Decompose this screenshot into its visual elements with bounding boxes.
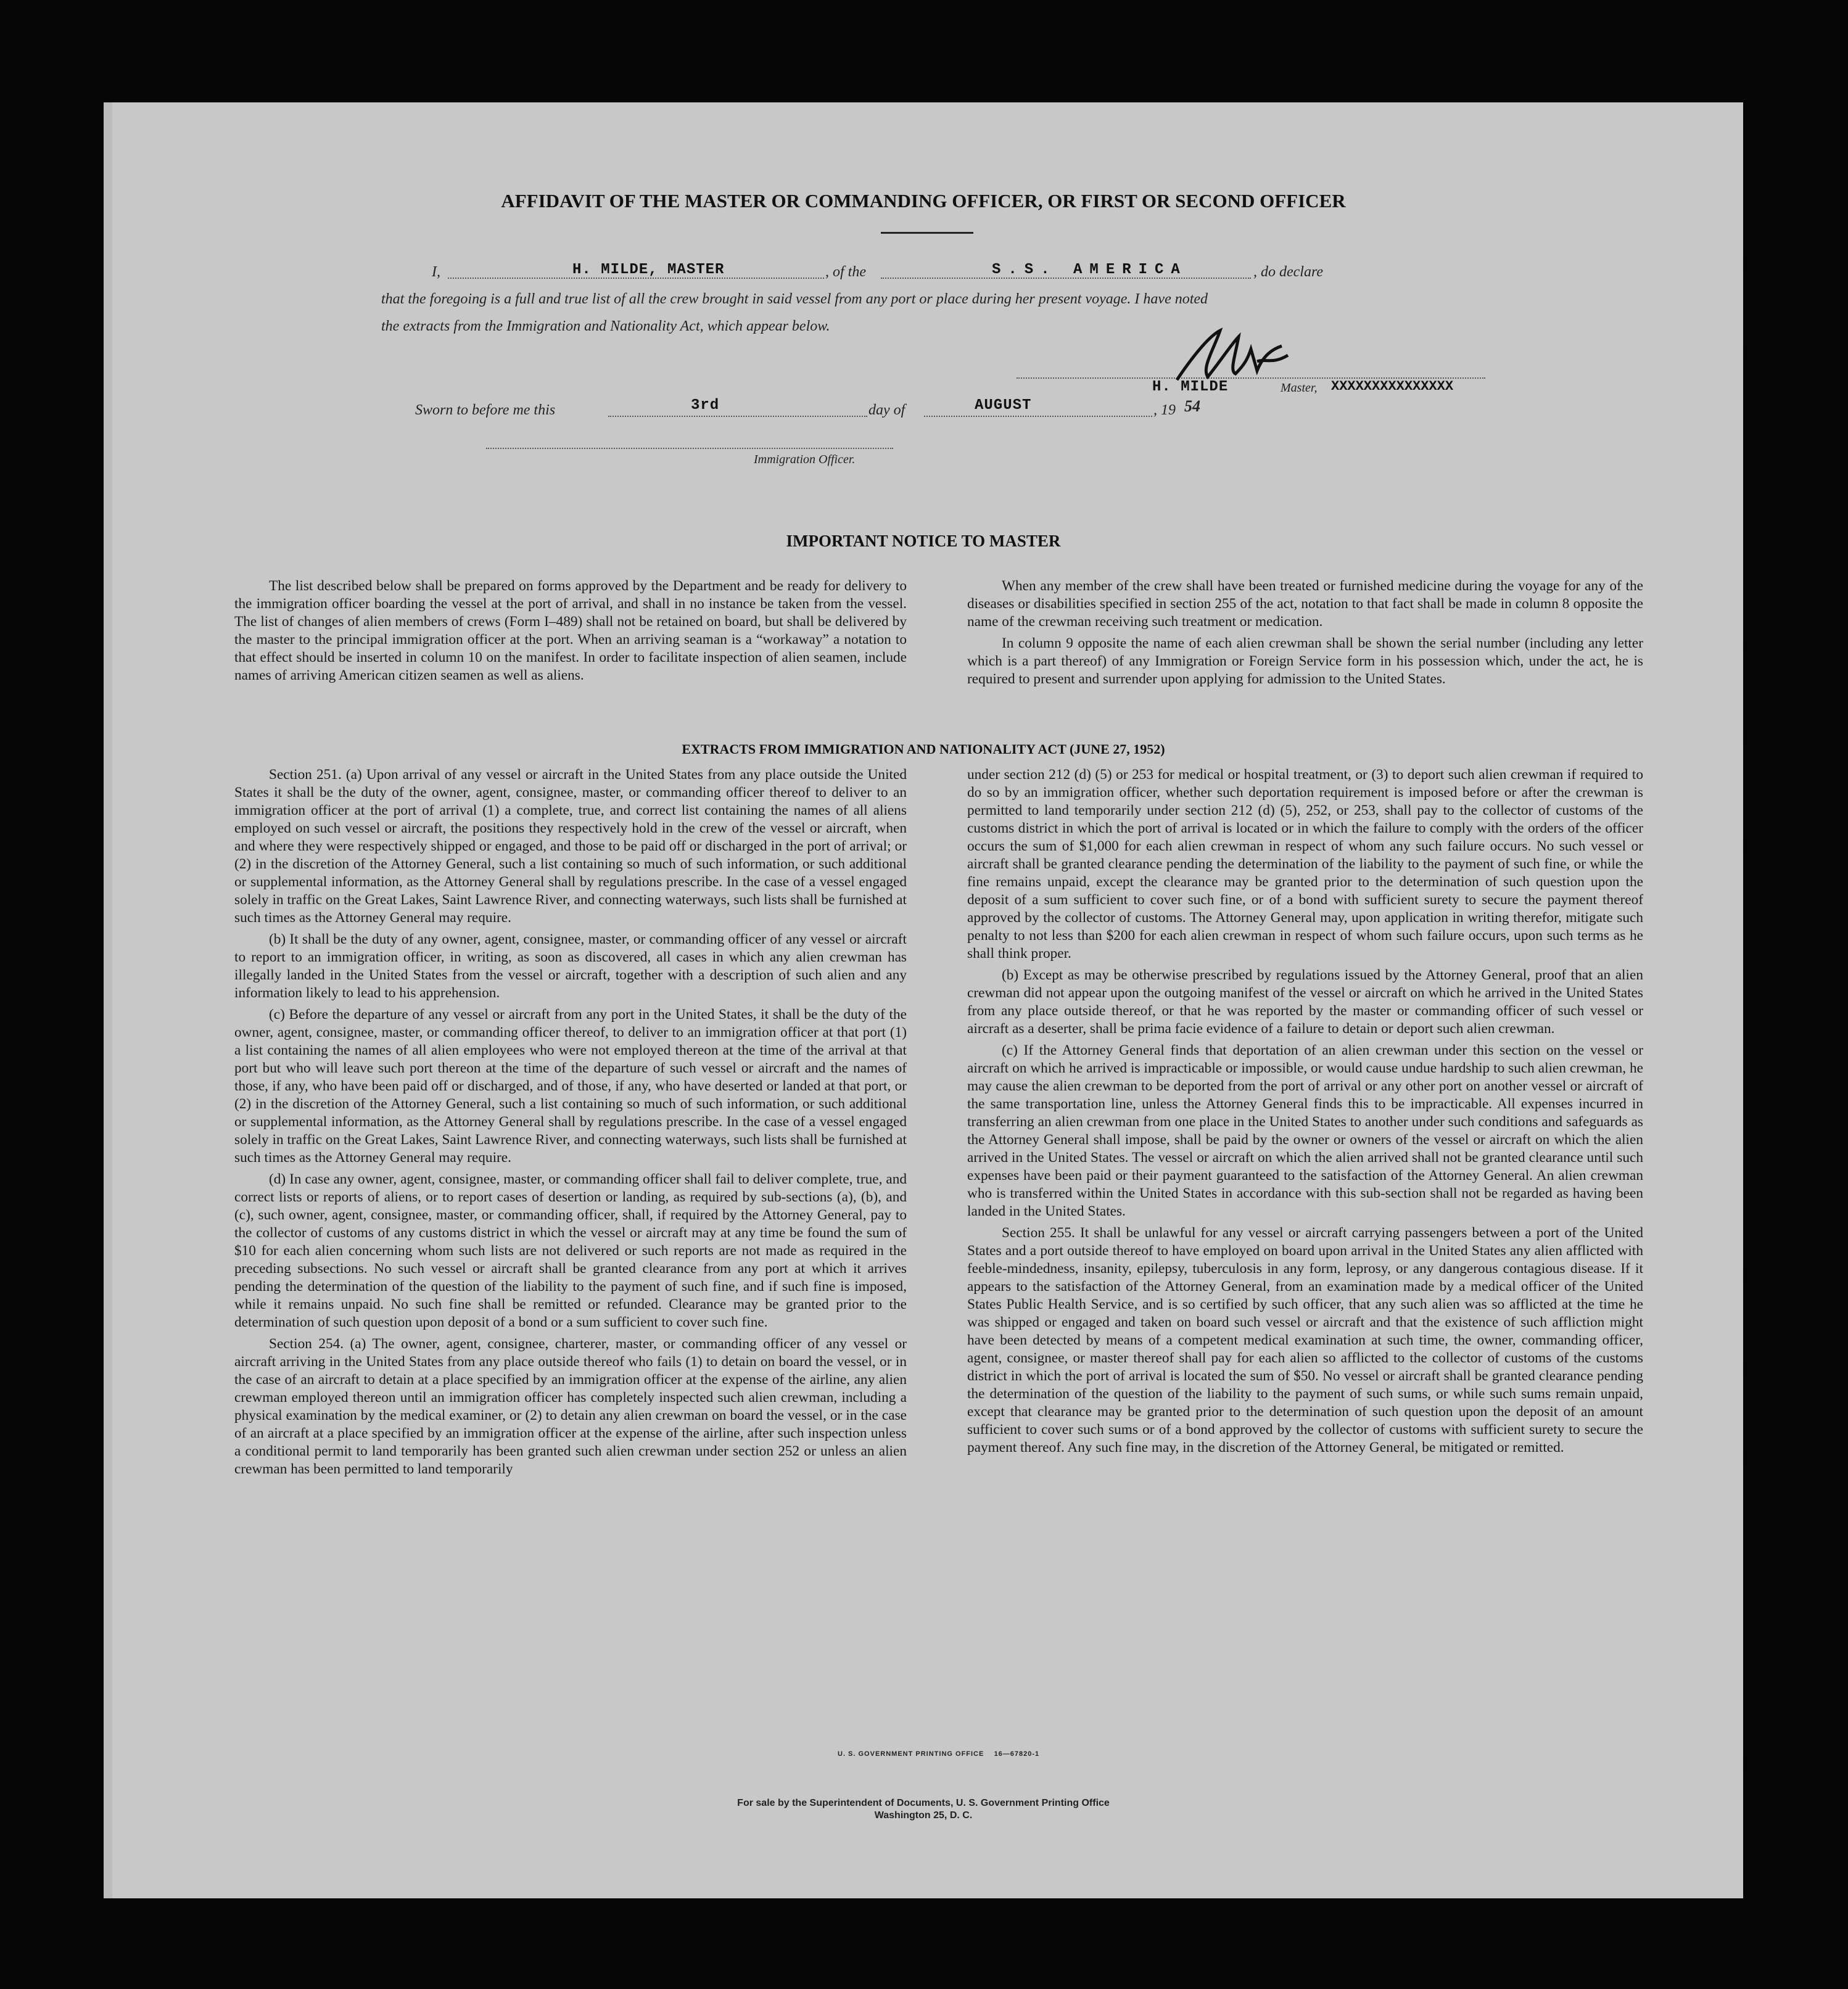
extracts-title: EXTRACTS FROM IMMIGRATION AND NATIONALITY ACT (JUNE 27, 1952) [682, 741, 1165, 757]
day-field-line [608, 416, 867, 417]
section-251-c: (c) Before the departure of any vessel or aircraft from any port in the United States, it shall be the duty of the owner, agent, consignee, master, or commanding officer thereof, to deliver to an immigration officer at that port (1) a list containing the names of all alien employees who were not employed thereon at the time of the arrival at that port but who will leave such port thereon at the time of the departure of such vessel or aircraft and the names of those, if any, who have been paid off or discharged, and of those, if any, who have deserted or landed at that port, or (2) in the discretion of the Attorney General, such a list containing so much of such information, or such additional or supplemental information, as the Attorney General shall by regulations prescribe. In the case of a vessel engaged solely in traffic on the Great Lakes, Saint Lawrence River, and connecting waterways, such lists shall be furnished at such times as the Attorney General may require. [234, 1007, 907, 1166]
footer-line-2: Washington 25, D. C. [874, 1810, 973, 1821]
notice-left-text: The list described below shall be prepared on forms approved by the Department and be ready for delivery to the immigration officer boarding the vessel at the port of arrival, and shall in no instance be taken from the vessel. The list of changes of alien members of crews (Form I–489) shall not be retained on board, but shall be delivered by the master to the principal immigration officer at the port. When an arriving seaman is a “workaway” a notation to that effect should be inserted in column 10 on the manifest. In order to facilitate inspection of alien seamen, include names of arriving American citizen seamen as well as aliens. [234, 578, 907, 683]
master-name-field: H. MILDE, MASTER [572, 261, 725, 278]
section-254-a: Section 254. (a) The owner, agent, consignee, charterer, master, or commanding officer of any vessel or aircraft arriving in the United States from any place outside thereof who fails (1) to detain on board the vessel, or in the case of an aircraft to detain at a place specified by an immigration officer at the expense of the airline, any alien crewman employed thereon until an immigration officer has completely inspected such alien crewman, including a physical examination by the medical examiner, or (2) to detain any alien crewman on board the vessel, or in the case of an aircraft at a place specified by an immigration officer at the expense of the airline, after such inspection unless a conditional permit to land temporarily has been granted such alien crewman under section 252 or unless an alien crewman has been permitted to land temporarily [234, 1336, 907, 1477]
i-label: I, [432, 264, 440, 280]
immigration-officer-label: Immigration Officer. [754, 453, 856, 466]
form-page [104, 102, 1743, 1898]
notice-right-column [967, 577, 1643, 692]
binder-hole [1744, 1356, 1774, 1386]
day-of-label: day of [868, 402, 905, 418]
binder-hole [1744, 1747, 1774, 1777]
printer-note: U. S. GOVERNMENT PRINTING OFFICE 16—67820-1 [838, 1750, 1040, 1758]
month-field-line [924, 416, 1152, 417]
extracts-left-column [234, 766, 907, 1482]
year-prefix: , 19 [1153, 402, 1176, 418]
heading-rule [881, 232, 973, 234]
sworn-month-field: AUGUST [975, 397, 1032, 414]
footer-line-1: For sale by the Superintendent of Documents, U. S. Government Printing Office [737, 1798, 1110, 1808]
notice-right-text-2: In column 9 opposite the name of each alien crewman shall be shown the serial number (including any letter which is a part thereof) of any Immigration or Foreign Service form in his possession which, under the act, he is required to present and surrender upon applying for admission to the United States. [967, 635, 1643, 687]
section-254-a-continued: under section 212 (d) (5) or 253 for medical or hospital treatment, or (3) to deport such alien crewman if required to do so by an immigration officer, whether such deportation requirement is imposed before or after the crewman is permitted to land temporarily under section 212 (d) (5), 252, or 253, shall pay to the collector of customs of the customs district in which the port of arrival is located or in which the failure to comply with the orders of the officer occurs the sum of $1,000 for each alien crewman in respect of whom any such failure occurs. No such vessel or aircraft shall be granted clearance pending the determination of the liability to the payment of such fine, or while the fine remains unpaid, except the clearance may be granted prior to the determination of such question upon the deposit of a sum sufficient to cover such fine, or of a bond with sufficient surety to secure the payment thereof approved by the collector of customs. The Attorney General may, upon application in writing therefor, mitigate such penalty to not less than $200 for each alien crewman in respect of whom such failure occurs, upon such terms as he shall think proper. [967, 767, 1643, 962]
binder-hole [1744, 1261, 1774, 1291]
binder-hole [1744, 249, 1774, 279]
section-251-b: (b) It shall be the duty of any owner, agent, consignee, master, or commanding officer of any vessel or aircraft to report to an immigration officer, in writing, as soon as discovered, all cases in which any alien crewman has illegally landed in the United States from the vessel or aircraft, together with a description of such alien and any information likely to lead to his apprehension. [234, 931, 907, 1001]
section-254-c: (c) If the Attorney General finds that deportation of an alien crewman under this section on the vessel or aircraft on which he arrived is impracticable or impossible, or would cause undue hardship to such alien crewman, he may cause the alien crewman to be deported from the port of arrival or any other port on another vessel or aircraft of the same transportation line, unless the Attorney General finds this to be impracticable. All expenses incurred in transferring an alien crewman from one place in the United States to another under such conditions and safeguards as the Attorney General shall impose, shall be paid by the owner or owners of the vessel or aircraft on which the alien arrived in the United States. The vessel or aircraft on which the alien arrived shall not be granted clearance until such expenses have been paid or their payment guaranteed to the satisfaction of the Attorney General. An alien crewman who is transferred within the United States in accordance with this sub-section shall not be regarded as having been landed in the United States. [967, 1042, 1643, 1219]
binder-hole [1744, 1445, 1774, 1475]
footer [104, 1797, 1743, 1822]
affidavit-line-3: the extracts from the Immigration and Nationality Act, which appear below. [381, 318, 830, 334]
section-255: Section 255. It shall be unlawful for any vessel or aircraft carrying passengers between a port of the United States and a port outside thereof to have employed on board upon arrival in the United States any alien afflicted with feeble-mindedness, insanity, epilepsy, tuberculosis in any form, leprosy, or any dangerous contagious disease. If it appears to the satisfaction of the Attorney General, from an examination made by a medical officer of the United States Public Health Service, and is so certified by such officer, that any such alien was so afflicted at the time he was shipped or engaged and taken on board such vessel or aircraft and that the existence of such affliction might have been detected by means of a competent medical examination at such time, the owner, commanding officer, agent, consignee, or master thereof shall pay for each alien so afflicted to the collector of customs of the customs district in which the port of arrival is located the sum of $50. No vessel or aircraft shall be granted clearance pending the determination of the question of the liability to the payment of such sums, or while such sums remain unpaid, except that clearance may be granted prior to the determination of such question upon the deposit of an amount sufficient to cover such sums or of a bond approved by the collector of customs with sufficient surety to secure the payment thereof. Any such fine may, in the discretion of the Attorney General, be mitigated or remitted. [967, 1225, 1643, 1456]
binder-hole [1744, 339, 1774, 368]
vessel-name-field: S.S. AMERICA [992, 261, 1187, 278]
extracts-right-column [967, 766, 1643, 1460]
notice-right-text-1: When any member of the crew shall have been treated or furnished medicine during the voyage for any of the diseases or disabilities specified in section 255 of the act, notation to that fact shall be made in column 8 opposite the name of the crewman receiving such treatment or medication. [967, 578, 1643, 630]
do-declare-label: , do declare [1253, 264, 1324, 280]
binder-hole [1744, 632, 1774, 661]
struck-title: XXXXXXXXXXXXXXX [1331, 379, 1454, 394]
signature-typed-name: H. MILDE [1152, 379, 1229, 395]
page-edge [104, 102, 112, 1898]
notice-left-column [234, 577, 907, 688]
year-suffix-handwritten: 54 [1184, 397, 1200, 415]
sworn-day-field: 3rd [691, 397, 720, 414]
section-251-d: (d) In case any owner, agent, consignee, master, or commanding officer shall fail to deliver complete, true, and correct lists or reports of aliens, or to report cases of desertion or landing, as required by sub-sections (a), (b), and (c), such owner, agent, consignee, master, or commanding officer, shall, if required by the Attorney General, pay to the collector of customs of any customs district in which the vessel or aircraft may at any time be found the sum of $10 for each alien concerning whom such lists are not delivered or such reports are not made as required in the preceding subsections. No such vessel or aircraft shall be granted clearance from any port at which it arrives pending the determination of the question of the liability to the payment of such fine, and if such fine is imposed, while it remains unpaid. No such fine shall be remitted or refunded. Clearance may be granted prior to the determination of such question upon deposit of a bond or a sum sufficient to cover such fine. [234, 1171, 907, 1330]
of-the-label: , of the [825, 264, 866, 280]
binder-hole [1744, 832, 1774, 862]
sworn-label: Sworn to before me this [415, 402, 556, 418]
affidavit-line-2: that the foregoing is a full and true list of all the crew brought in said vessel from any port or place during her present voyage. I have noted [381, 291, 1208, 307]
notice-title: IMPORTANT NOTICE TO MASTER [786, 532, 1061, 550]
affidavit-heading: AFFIDAVIT OF THE MASTER OR COMMANDING OFFICER, OR FIRST OR SECOND OFFICER [501, 190, 1346, 212]
master-label: Master, [1281, 381, 1318, 395]
section-251-a: Section 251. (a) Upon arrival of any vessel or aircraft in the United States from any place outside the United States it shall be the duty of the owner, agent, consignee, master, or commanding officer thereof to deliver to an immigration officer at the port of arrival (1) a complete, true, and correct list containing the names of all aliens employed on such vessel or aircraft, the positions they respectively hold in the crew of the vessel or aircraft, when and where they were respectively shipped or engaged, and those to be paid off or discharged in the port of arrival; or (2) in the discretion of the Attorney General, such a list containing so much of such information, or such additional or supplemental information, as the Attorney General shall by regulations prescribe. In the case of a vessel engaged solely in traffic on the Great Lakes, Saint Lawrence River, and connecting waterways, such lists shall be furnished at such times as the Attorney General may require. [234, 767, 907, 926]
binder-hole [1744, 721, 1774, 751]
section-254-b: (b) Except as may be otherwise prescribed by regulations issued by the Attorney General, proof that an alien crewman did not appear upon the outgoing manifest of the vessel or aircraft on which he arrived in the United States from any place outside thereof, or that he was reported by the master or commanding officer of such vessel or aircraft as a deserter, shall be prima facie evidence of a failure to detain or deport such alien crewman. [967, 967, 1643, 1037]
officer-signature-line [486, 448, 893, 449]
